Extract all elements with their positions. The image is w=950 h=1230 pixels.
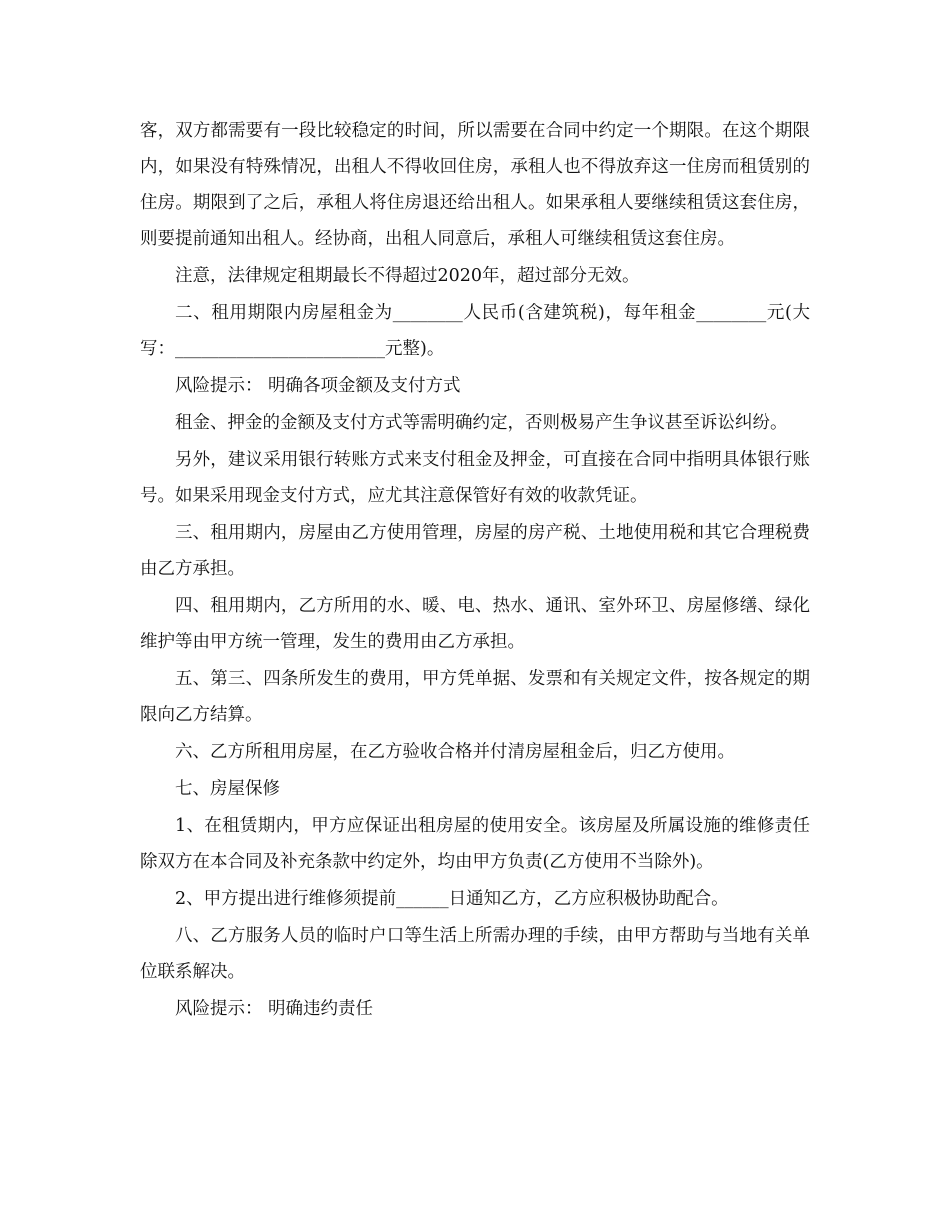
paragraph-clause-8: 八、乙方服务人员的临时户口等生活上所需办理的手续，由甲方帮助与当地有关单位联系解决。 xyxy=(140,926,810,982)
paragraph-risk-tip-liability: 风险提示： 明确违约责任 xyxy=(175,999,374,1019)
paragraph-clause-2-rent: 二、租用期限内房屋租金为________人民币(含建筑税)，每年租金________元(大写：________________________元整)。 xyxy=(140,303,810,359)
paragraph-clause-7-1: 1、在租赁期内，甲方应保证出租房屋的使用安全。该房屋及所属设施的维修责任除双方在本合同及补充条款中约定外，均由甲方负责(乙方使用不当除外)。 xyxy=(140,816,810,872)
paragraph-payment-agreement: 租金、押金的金额及支付方式等需明确约定，否则极易产生争议甚至诉讼纠纷。 xyxy=(175,413,788,433)
paragraph-clause-6: 六、乙方所租用房屋，在乙方验收合格并付清房屋租金后，归乙方使用。 xyxy=(175,742,735,762)
paragraph-legal-note: 注意，法律规定租期最长不得超过2020年，超过部分无效。 xyxy=(175,266,640,286)
paragraph-bank-transfer: 另外，建议采用银行转账方式来支付租金及押金，可直接在合同中指明具体银行账号。如果采用现金支付方式，应尤其注意保管好有效的收款凭证。 xyxy=(140,450,810,506)
document-body xyxy=(140,113,810,1028)
paragraph-clause-3: 三、租用期内，房屋由乙方使用管理，房屋的房产税、土地使用税和其它合理税费由乙方承担。 xyxy=(140,523,810,579)
paragraph-risk-tip-payment: 风险提示： 明确各项金额及支付方式 xyxy=(175,376,461,396)
paragraph-clause-5: 五、第三、四条所发生的费用，甲方凭单据、发票和有关规定文件，按各规定的期限向乙方结算。 xyxy=(140,669,810,725)
paragraph-clause-7-2: 2、甲方提出进行维修须提前______日通知乙方，乙方应积极协助配合。 xyxy=(175,889,729,909)
paragraph-clause-7-heading: 七、房屋保修 xyxy=(175,779,280,799)
paragraph-lease-term-continued: 客，双方都需要有一段比较稳定的时间，所以需要在合同中约定一个期限。在这个期限内，如果没有特殊情况，出租人不得收回住房，承租人也不得放弃这一住房而租赁别的住房。期限到了之后，承租人将住房退还给出租人。如果承租人要继续租赁这套住房，则要提前通知出租人。经协商，出租人同意后，承租人可继续租赁这套住房。 xyxy=(140,121,810,249)
paragraph-clause-4: 四、租用期内，乙方所用的水、暖、电、热水、通讯、室外环卫、房屋修缮、绿化维护等由甲方统一管理，发生的费用由乙方承担。 xyxy=(140,596,810,652)
